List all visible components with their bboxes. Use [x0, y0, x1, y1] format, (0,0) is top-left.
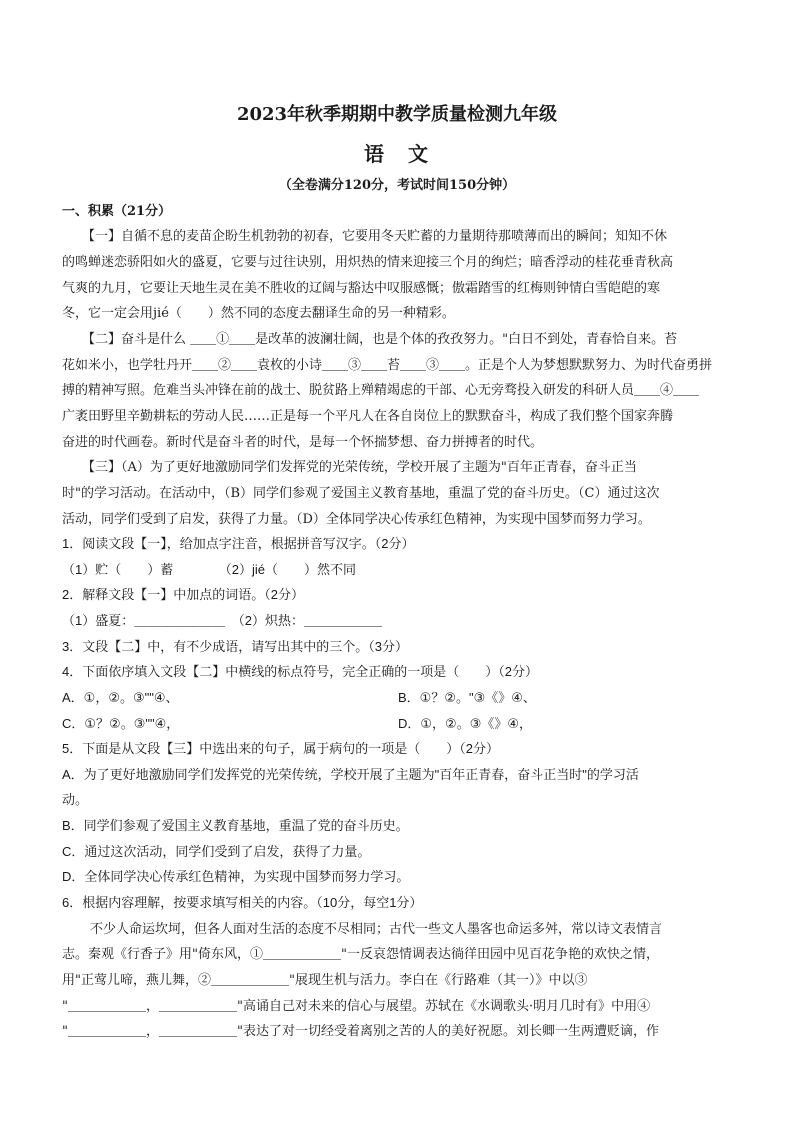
question-4-option-b: B．①？②。"③《》④、: [398, 690, 536, 705]
question-1-sub: （1）贮（ ）蓄 （2）jié（ ）然不同: [62, 562, 356, 577]
question-3: 3．文段【二】中，有不少成语，请写出其中的三个。（3分）: [62, 639, 408, 654]
passage2-line: 奋进的时代画卷。新时代是奋斗者的时代，是每一个怀揣梦想、奋力拼搏者的时代。: [62, 435, 544, 450]
question-4-option-a: A．①，②。③""④、: [62, 690, 179, 705]
passage4-line: 志。秦观《行香子》用"倚东风，①＿＿＿＿＿＿"一反哀怨情调表达徜徉田园中见百花争艳的欢快之情，: [62, 947, 659, 962]
question-6: 6．根据内容理解，按要求填写相关的内容。（10分，每空1分）: [62, 895, 423, 910]
question-2-sub: （1）盛夏：＿＿＿＿＿＿＿ （2）炽热：＿＿＿＿＿＿: [62, 613, 382, 628]
question-4-option-c: C．①？②。③""④，: [62, 716, 180, 731]
question-1: 1．阅读文段【一】，给加点字注音，根据拼音写汉字。（2分）: [62, 536, 415, 551]
passage1-line: 气爽的九月，它要让天地生灵在美不胜收的辽阔与豁达中叹服感慨；傲霜踏雪的红梅则钟情白雪皑皑的寒: [62, 281, 661, 296]
passage3-line: 【三】（A）为了更好地激励同学们发挥党的光荣传统，学校开展了主题为"百年正青春，奋斗正当: [82, 460, 637, 475]
question-4: 4．下面依序填入文段【二】中横线的标点符号，完全正确的一项是（ ）（2分）: [62, 664, 538, 679]
passage1-line: 冬，它一定会用jié（ ）然不同的态度去翻译生命的另一种精彩。: [62, 306, 455, 321]
question-5: 5．下面是从文段【三】中选出来的句子，属于病句的一项是（ ）（2分）: [62, 741, 499, 756]
passage3-line: 活动，同学们受到了启发，获得了力量。（D）全体同学决心传承红色精神，为实现中国梦而努力学习。: [62, 512, 651, 527]
section-heading: 一、积累（21分）: [62, 204, 172, 219]
question-5-option-a: A．为了更好地激励同学们发挥党的光荣传统，学校开展了主题为"百年正青春，奋斗正当时"的学习活: [62, 767, 639, 782]
question-5-option-a-cont: 动。: [62, 792, 89, 807]
question-5-option-d: D．全体同学决心传承红色精神，为实现中国梦而努力学习。: [62, 869, 410, 884]
question-5-option-b: B．同学们参观了爱国主义教育基地，重温了党的奋斗历史。: [62, 818, 409, 833]
passage2-line: 搏的精神写照。危难当头冲锋在前的战士、脱贫路上殚精竭虑的干部、心无旁骛投入研发的科研人员＿＿④＿＿: [62, 383, 700, 398]
question-5-option-c: C．通过这次活动，同学们受到了启发，获得了力量。: [62, 844, 371, 859]
passage1-line: 【一】自循不息的麦苗企盼生机勃勃的初春，它要用冬天贮蓄的力量期待那喷薄而出的瞬间；知知不休: [82, 229, 668, 244]
passage3-line: 时"的学习活动。在活动中，（B）同学们参观了爱国主义教育基地，重温了党的奋斗历史。（C）通过这次: [62, 486, 660, 501]
passage4-line: 不少人命运坎坷，但各人面对生活的态度不尽相同；古代一些文人墨客也命运多舛，常以诗文表情言: [90, 922, 663, 937]
exam-title: 2023年秋季期期中教学质量检测九年级: [236, 104, 558, 125]
passage1-line: 的鸣蝉迷恋骄阳如火的盛夏，它要与过往诀别，用炽热的情来迎接三个月的绚烂；暗香浮动的桂花垂青秋高: [62, 255, 674, 270]
passage2-line: 花如米小，也学牡丹开＿＿②＿＿袁枚的小诗＿＿③＿＿苔＿＿③＿＿。正是个人为梦想默默努力、为时代奋勇拼: [62, 358, 713, 373]
question-2: 2．解释文段【一】中加点的词语。（2分）: [62, 587, 304, 602]
passage4-line: "＿＿＿＿＿＿，＿＿＿＿＿＿"表达了对一切经受着离别之苦的人的美好祝愿。刘长卿一生两遭贬谪，作: [62, 1024, 659, 1039]
passage4-line: 用"正莺儿啼，燕儿舞，②＿＿＿＿＿＿"展现生机与活力。李白在《行路难（其一）》中以③: [62, 973, 588, 988]
passage2-line: 【二】奋斗是什么 ＿＿①＿＿是改革的波澜壮阔，也是个体的孜孜努力。"白日不到处，青春恰自来。苔: [82, 332, 678, 347]
passage2-line: 广袤田野里辛勤耕耘的劳动人民……正是每一个平凡人在各自岗位上的默默奋斗，构成了我们整个国家奔腾: [62, 409, 674, 424]
question-4-option-d: D．①，②。③《》④，: [398, 716, 533, 731]
subject-title: 语 文: [364, 142, 430, 166]
exam-note: （全卷满分120分，考试时间150分钟）: [278, 178, 516, 193]
passage4-line: "＿＿＿＿＿＿，＿＿＿＿＿＿"高诵自己对未来的信心与展望。苏轼在《水调歌头·明月几时有》中用④: [62, 999, 651, 1014]
